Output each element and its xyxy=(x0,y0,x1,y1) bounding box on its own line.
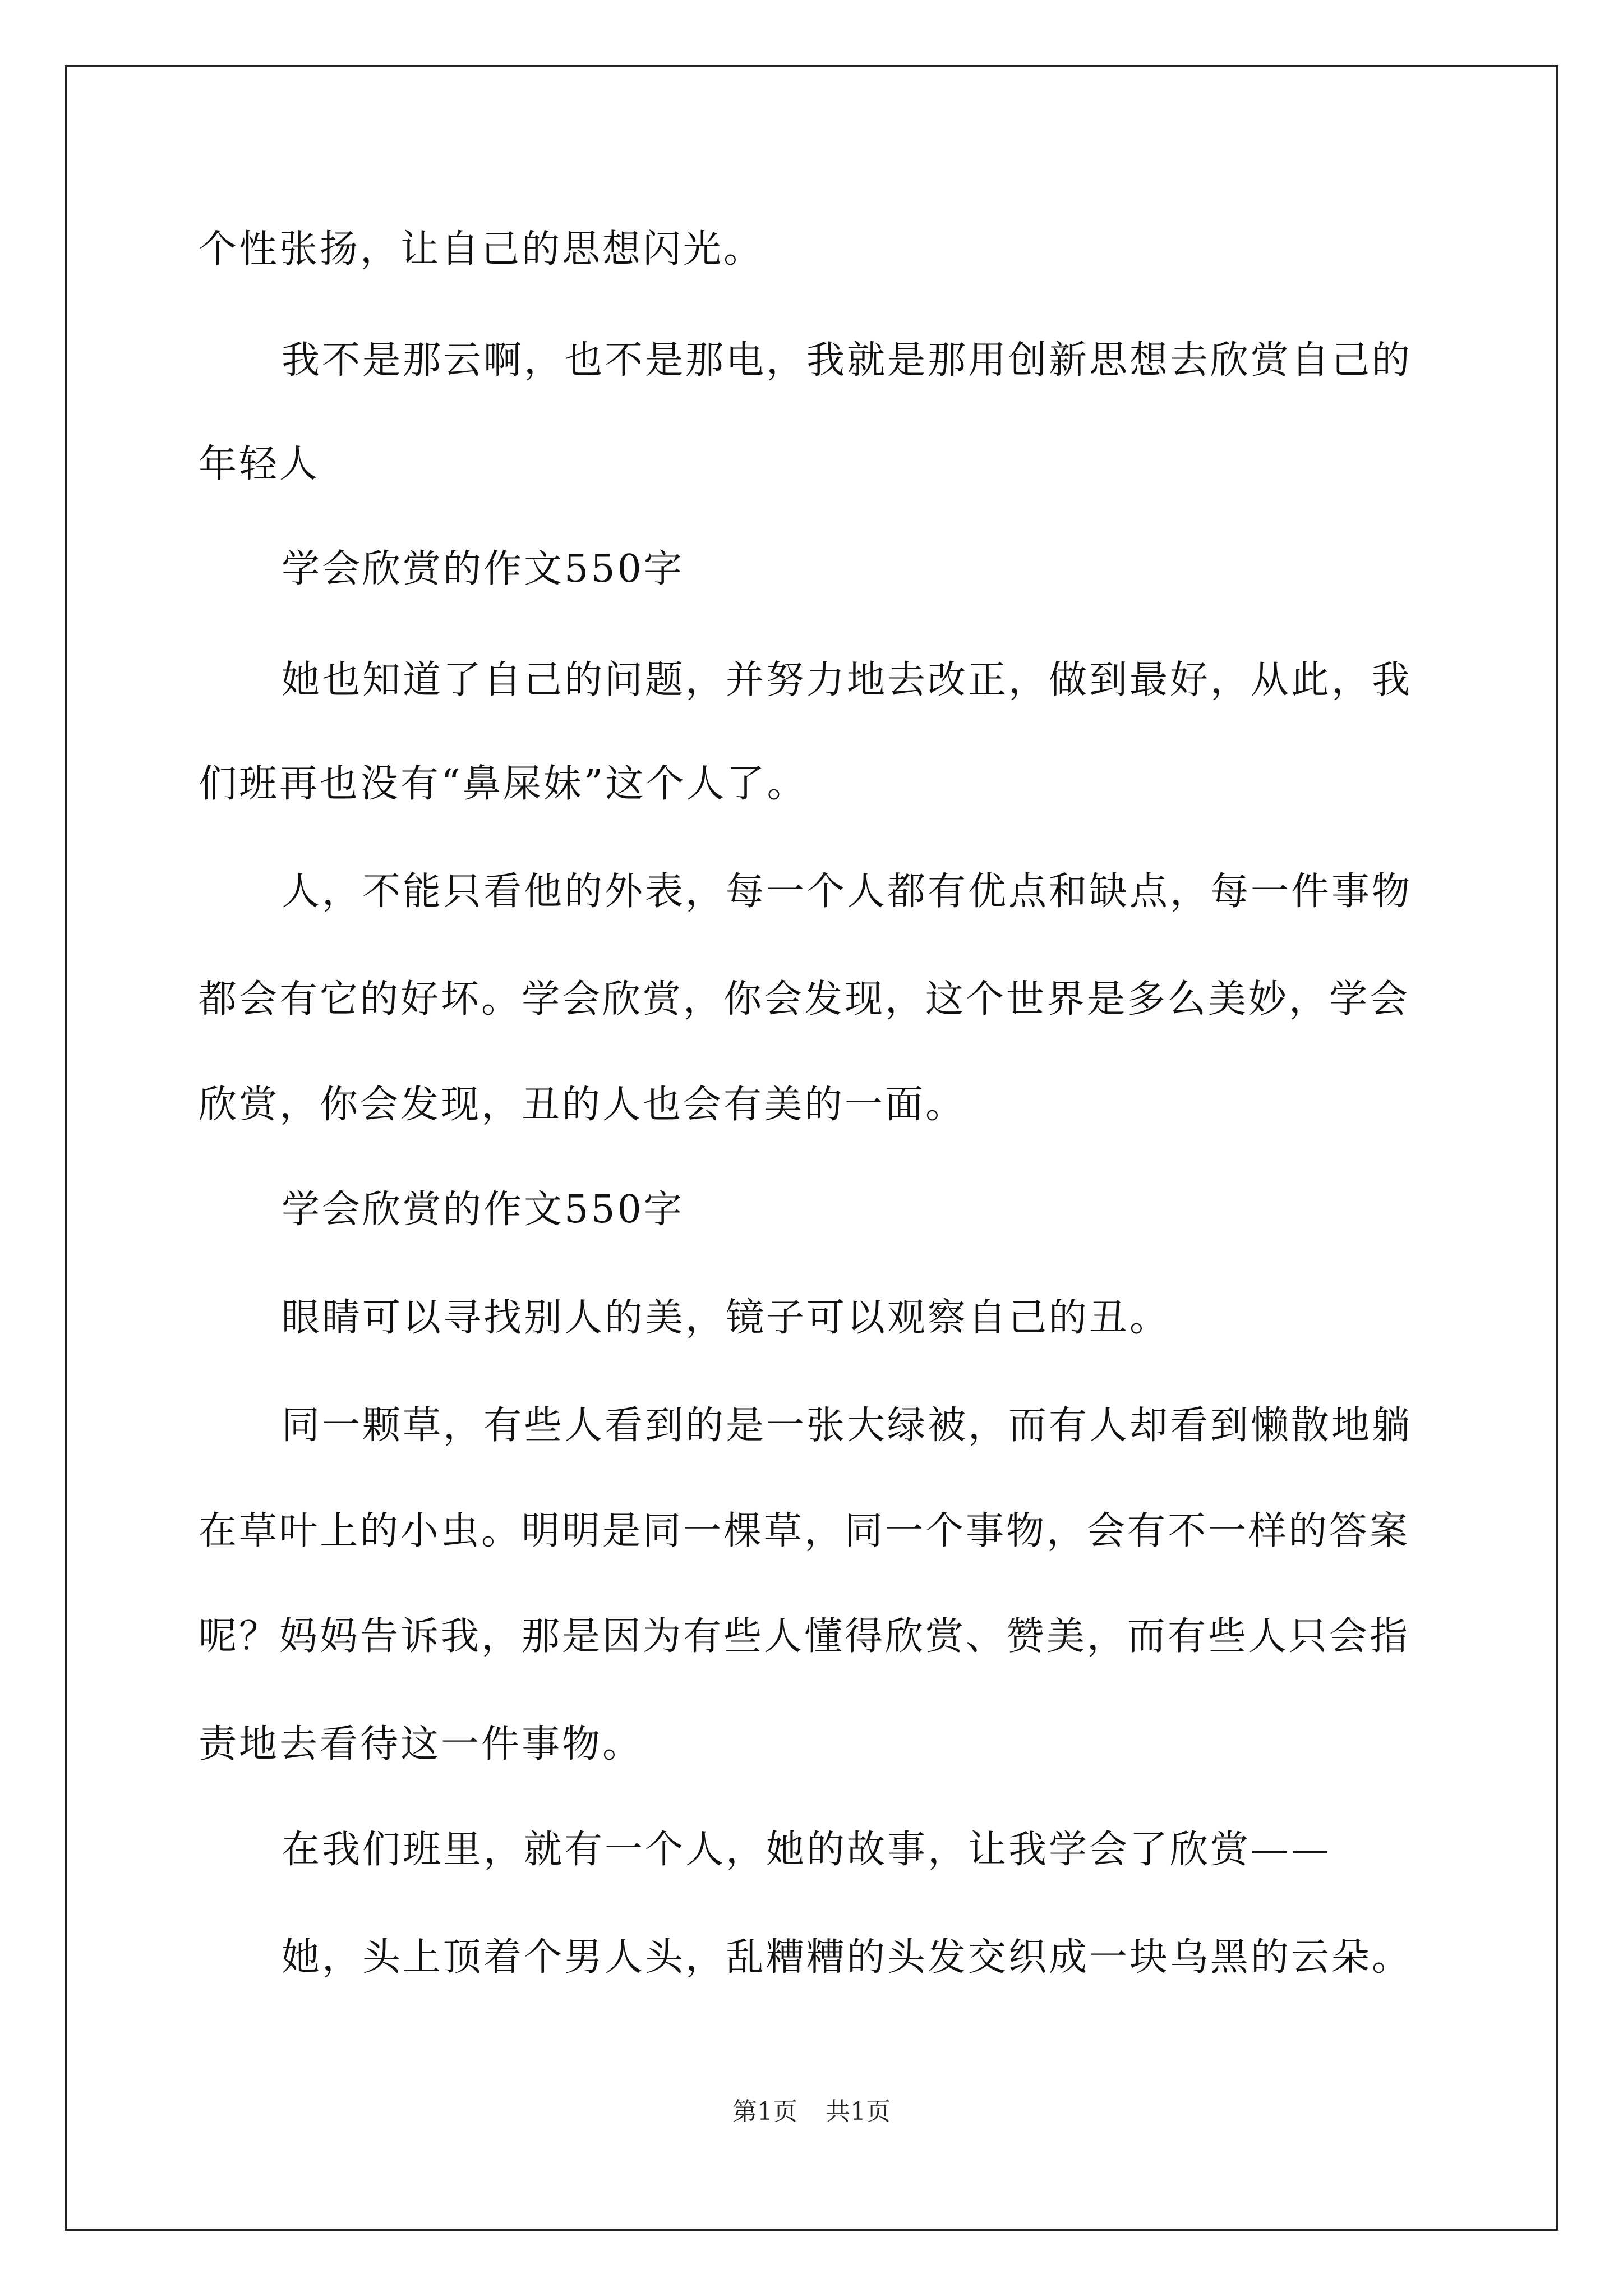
page-footer xyxy=(0,2095,1623,2129)
text-line: 我不是那云啊，也不是那电，我就是那用创新思想去欣赏自己的 xyxy=(282,338,1413,383)
page-total: 共1页 xyxy=(826,2097,891,2126)
text-line: 眼睛可以寻找别人的美，镜子可以观察自己的丑。 xyxy=(282,1296,1170,1340)
text-line: 责地去看待这一件事物。 xyxy=(199,1722,643,1766)
text-line: 年轻人 xyxy=(199,442,320,486)
text-line: 都会有它的好坏。学会欣赏，你会发现，这个世界是多么美妙，学会 xyxy=(199,977,1410,1022)
page-border xyxy=(65,65,1558,2231)
text-line: 个性张扬，让自己的思想闪光。 xyxy=(199,227,764,272)
text-line: 她也知道了自己的问题，并努力地去改正，做到最好，从此，我 xyxy=(282,658,1413,702)
text-line: 她，头上顶着个男人头，乱糟糟的头发交织成一块乌黑的云朵。 xyxy=(282,1935,1413,1980)
text-line: 人，不能只看他的外表，每一个人都有优点和缺点，每一件事物 xyxy=(282,869,1413,914)
section-heading: 学会欣赏的作文550字 xyxy=(282,547,684,591)
page-number: 第1页 xyxy=(732,2097,797,2126)
text-line: 同一颗草，有些人看到的是一张大绿被，而有人却看到懒散地躺 xyxy=(282,1404,1413,1448)
text-line: 们班再也没有“鼻屎妹”这个人了。 xyxy=(199,762,808,806)
text-line: 在我们班里，就有一个人，她的故事，让我学会了欣赏—— xyxy=(282,1828,1332,1872)
section-heading: 学会欣赏的作文550字 xyxy=(282,1188,684,1232)
text-line: 呢？妈妈告诉我，那是因为有些人懂得欣赏、赞美，而有些人只会指 xyxy=(199,1614,1410,1659)
text-line: 在草叶上的小虫。明明是同一棵草，同一个事物，会有不一样的答案 xyxy=(199,1509,1410,1553)
text-line: 欣赏，你会发现，丑的人也会有美的一面。 xyxy=(199,1083,966,1127)
